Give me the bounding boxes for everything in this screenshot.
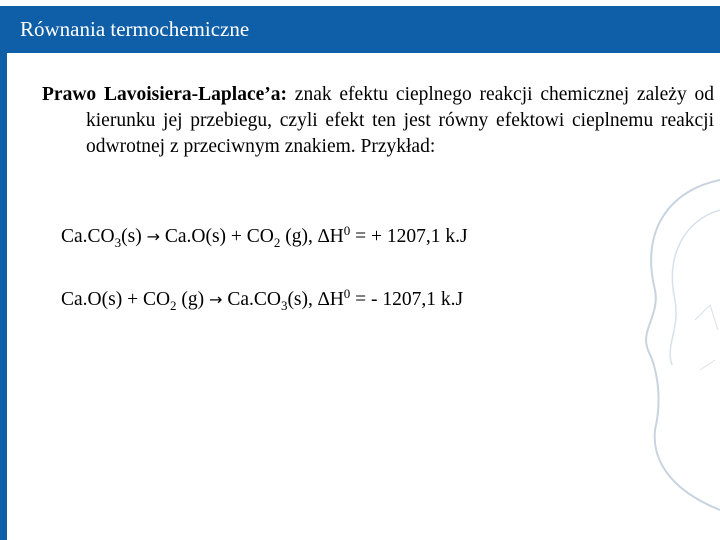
slide-title: Równania termochemiczne	[20, 17, 250, 41]
eq2-product: Ca.CO	[227, 289, 281, 310]
eq1-reactant-state: (s)	[121, 226, 142, 247]
title-bar	[0, 6, 720, 53]
eq2-reactant-state: (g)	[176, 289, 205, 310]
law-description: znak efektu cieplnego reakcji chemicznej zależy od kierunku jej przebiegu, czyli efekt ten jest równy efektowi cieplnemu reakcji odwrotnej z przeciwnym znakiem. Przykład:	[86, 84, 714, 157]
equation-reverse	[61, 286, 464, 313]
head-profile-watermark	[600, 170, 720, 540]
eq1-value: = + 1207,1 k.J	[350, 226, 468, 247]
eq2-value: = - 1207,1 k.J	[350, 289, 464, 310]
eq2-dh-superscript: 0	[343, 286, 351, 301]
eq1-arrow-icon: →	[146, 227, 160, 246]
eq2-reactant-subscript: 2	[170, 298, 177, 313]
eq1-dh-superscript: 0	[343, 223, 351, 238]
law-name: Prawo Lavoisiera-Laplace’a:	[42, 84, 287, 105]
left-accent-strip	[0, 53, 7, 540]
eq1-reactant: Ca.CO	[61, 226, 115, 247]
eq2-arrow-icon: →	[209, 290, 223, 309]
eq1-product-state: (g), ∆H	[280, 226, 344, 247]
eq2-product-state: (s), ∆H	[287, 289, 344, 310]
law-paragraph	[42, 82, 714, 160]
equation-forward	[61, 223, 468, 250]
eq1-product1: Ca.O(s) + CO	[164, 226, 274, 247]
eq1-product-subscript: 2	[273, 235, 281, 250]
eq2-product-subscript: 3	[280, 298, 288, 313]
eq1-reactant-subscript: 3	[114, 235, 122, 250]
eq2-reactant: Ca.O(s) + CO	[61, 289, 171, 310]
